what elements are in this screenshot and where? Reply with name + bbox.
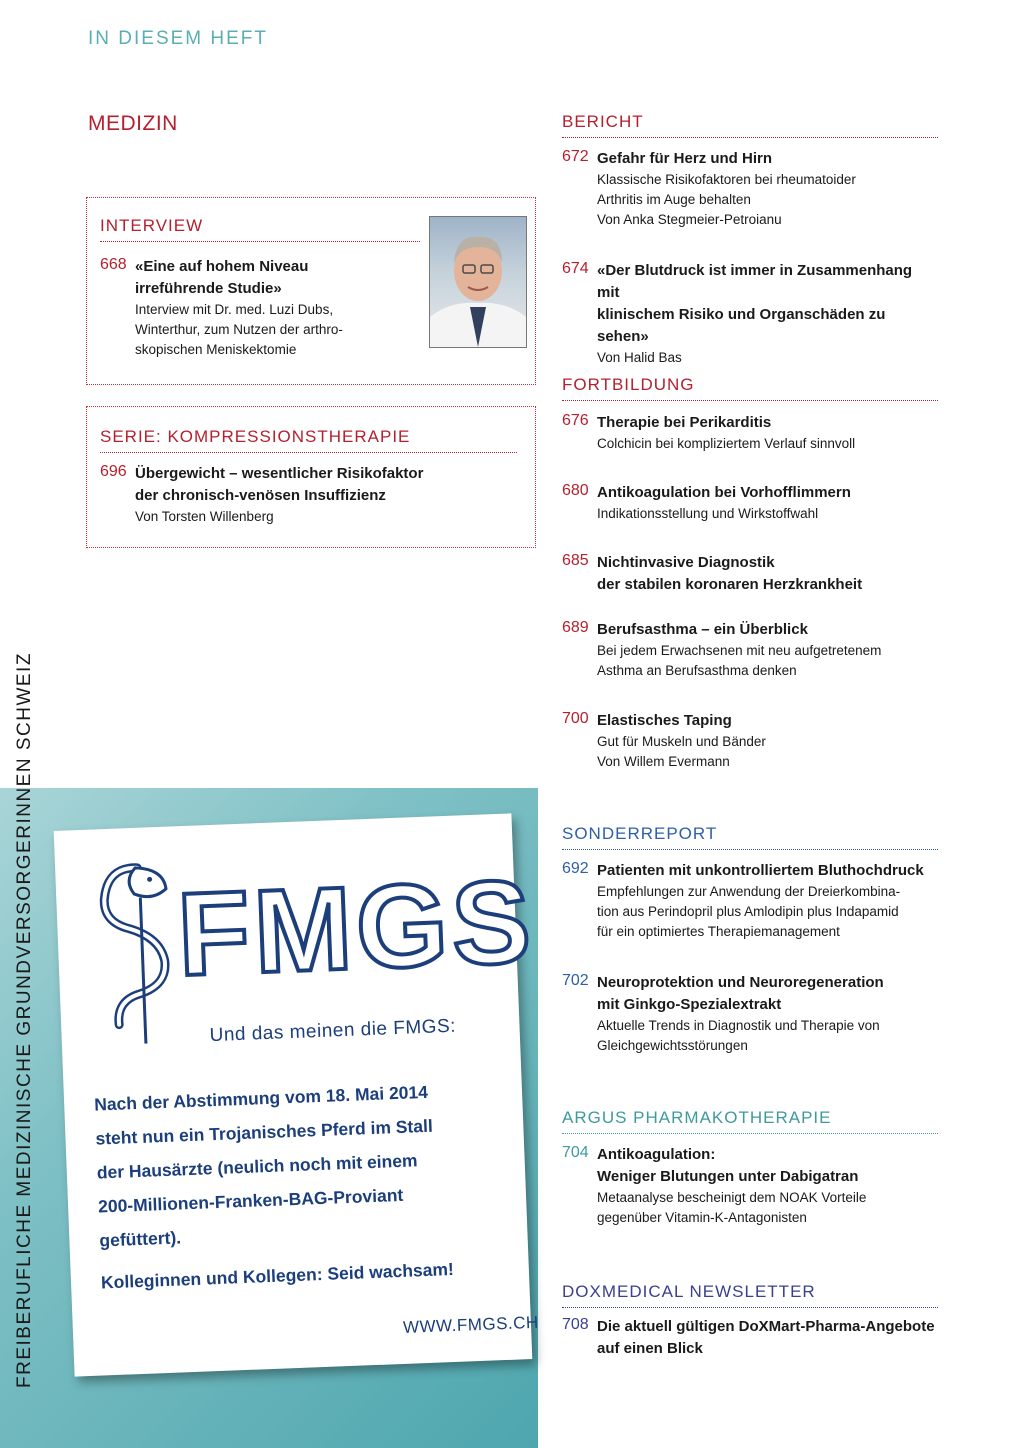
argus-heading: ARGUS PHARMAKOTHERAPIE xyxy=(562,1108,938,1134)
page-number: 674 xyxy=(562,260,589,277)
entry-title: Berufsasthma – ein Überblick xyxy=(597,621,808,638)
entry-title: klinischem Risiko und Organschäden zu sehen» xyxy=(597,306,886,345)
entry-subtitle: Von Willem Evermann xyxy=(597,754,730,769)
page-number: 692 xyxy=(562,860,589,877)
toc-entry[interactable] xyxy=(562,972,938,1056)
ad-body-line: Nach der Abstimmung vom 18. Mai 2014 xyxy=(93,1081,429,1115)
entry-title: Neuroprotektion und Neuroregeneration xyxy=(597,974,884,991)
toc-entry[interactable] xyxy=(562,710,938,772)
entry-title: mit Ginkgo-Spezialextrakt xyxy=(597,996,782,1013)
entry-title: der chronisch-venösen Insuffizienz xyxy=(135,487,386,504)
ad-body-line: 200-Millionen-Franken-BAG-Proviant xyxy=(97,1184,404,1217)
page-number: 708 xyxy=(562,1316,589,1333)
entry-subtitle: Metaanalyse bescheinigt dem NOAK Vorteile xyxy=(597,1190,867,1205)
page-number: 672 xyxy=(562,148,589,165)
entry-title: Antikoagulation bei Vorhofflimmern xyxy=(597,484,851,501)
toc-entry[interactable] xyxy=(562,1144,938,1228)
page-number: 685 xyxy=(562,552,589,569)
toc-entry[interactable] xyxy=(562,860,938,942)
entry-subtitle: Klassische Risikofaktoren bei rheumatoider xyxy=(597,172,856,187)
entry-title: Therapie bei Perikarditis xyxy=(597,414,772,431)
bericht-heading: BERICHT xyxy=(562,112,938,138)
serie-entry[interactable] xyxy=(100,463,500,527)
doxmedical-heading: DOXMEDICAL NEWSLETTER xyxy=(562,1282,938,1308)
entry-title: Übergewicht – wesentlicher Risikofaktor xyxy=(135,465,424,482)
fortbildung-heading: FORTBILDUNG xyxy=(562,375,938,401)
entry-subtitle: Von Torsten Willenberg xyxy=(135,509,274,524)
section-medizin: MEDIZIN xyxy=(88,112,178,135)
page-number: 676 xyxy=(562,412,589,429)
ad-closing: Kolleginnen und Kollegen: Seid wachsam! xyxy=(100,1258,455,1293)
page-number: 704 xyxy=(562,1144,589,1161)
entry-subtitle: Von Halid Bas xyxy=(597,350,682,365)
entry-title: Weniger Blutungen unter Dabigatran xyxy=(597,1168,859,1185)
entry-title: Gefahr für Herz und Hirn xyxy=(597,150,773,167)
entry-subtitle: Arthritis im Auge behalten xyxy=(597,192,751,207)
page-number: 696 xyxy=(100,463,127,480)
entry-subtitle: Gleichgewichtsstörungen xyxy=(597,1038,748,1053)
entry-subtitle: skopischen Meniskektomie xyxy=(135,342,297,357)
page-number: 668 xyxy=(100,256,127,273)
entry-subtitle: gegenüber Vitamin-K-Antagonisten xyxy=(597,1210,807,1225)
entry-title: Die aktuell gültigen DoXMart-Pharma-Angebote xyxy=(597,1318,935,1335)
entry-subtitle: Colchicin bei kompliziertem Verlauf sinnvoll xyxy=(597,436,856,451)
toc-entry[interactable] xyxy=(562,260,938,368)
interviewee-photo xyxy=(429,216,527,348)
entry-title: auf einen Blick xyxy=(597,1340,703,1357)
toc-entry[interactable] xyxy=(562,619,938,681)
entry-subtitle: Empfehlungen zur Anwendung der Dreierkombina- xyxy=(597,884,901,899)
entry-subtitle: Bei jedem Erwachsenen mit neu aufgetretenem xyxy=(597,643,882,658)
entry-subtitle: Gut für Muskeln und Bänder xyxy=(597,734,766,749)
ad-body xyxy=(94,1072,522,1300)
entry-title: der stabilen koronaren Herzkrankheit xyxy=(597,576,863,593)
toc-entry[interactable] xyxy=(562,148,938,230)
page-number: 702 xyxy=(562,972,589,989)
page-number: 689 xyxy=(562,619,589,636)
serie-heading: SERIE: KOMPRESSIONSTHERAPIE xyxy=(100,427,517,453)
ad-body-line: der Hausärzte (neulich noch mit einem xyxy=(96,1150,418,1183)
sonderreport-heading: SONDERREPORT xyxy=(562,824,938,850)
ad-body-line: steht nun ein Trojanisches Pferd im Stall xyxy=(95,1115,434,1149)
page-number: 680 xyxy=(562,482,589,499)
right-column xyxy=(562,0,938,1448)
entry-title: «Eine auf hohem Niveau irreführende Studie» xyxy=(135,258,309,297)
toc-entry[interactable] xyxy=(562,552,938,596)
interview-entry[interactable] xyxy=(100,256,400,360)
fmgs-logo: FMGS xyxy=(175,855,537,1002)
entry-subtitle: Asthma an Berufsasthma denken xyxy=(597,663,797,678)
entry-subtitle: Interview mit Dr. med. Luzi Dubs, xyxy=(135,302,334,317)
entry-subtitle: Aktuelle Trends in Diagnostik und Therapie von xyxy=(597,1018,880,1033)
toc-entry[interactable] xyxy=(562,1316,938,1360)
ad-body-line: gefüttert). xyxy=(99,1227,182,1251)
page-number: 700 xyxy=(562,710,589,727)
toc-entry[interactable] xyxy=(562,412,938,454)
entry-subtitle: Winterthur, zum Nutzen der arthro- xyxy=(135,322,343,337)
entry-subtitle: für ein optimiertes Therapiemanagement xyxy=(597,924,840,939)
entry-subtitle: Von Anka Stegmeier-Petroianu xyxy=(597,212,782,227)
ad-vertical-text: FREIBERUFLICHE MEDIZINISCHE GRUNDVERSORGERINNEN SCHWEIZ xyxy=(14,652,35,1388)
entry-title: Elastisches Taping xyxy=(597,712,732,729)
entry-subtitle: tion aus Perindopril plus Amlodipin plus Indapamid xyxy=(597,904,899,919)
entry-title: Antikoagulation: xyxy=(597,1146,716,1163)
ad-url-link[interactable]: WWW.FMGS.CH xyxy=(402,1312,540,1337)
entry-subtitle: Indikationsstellung und Wirkstoffwahl xyxy=(597,506,819,521)
serie-box xyxy=(86,406,536,548)
interview-heading: INTERVIEW xyxy=(100,216,420,242)
page-header: IN DIESEM HEFT xyxy=(88,28,269,49)
entry-title: «Der Blutdruck ist immer in Zusammenhang mit xyxy=(597,262,913,301)
toc-entry[interactable] xyxy=(562,482,938,524)
ad-card xyxy=(54,813,540,1376)
entry-title: Nichtinvasive Diagnostik xyxy=(597,554,775,571)
entry-title: Patienten mit unkontrolliertem Bluthochdruck xyxy=(597,862,924,879)
ad-tagline: Und das meinen die FMGS: xyxy=(209,1015,457,1047)
